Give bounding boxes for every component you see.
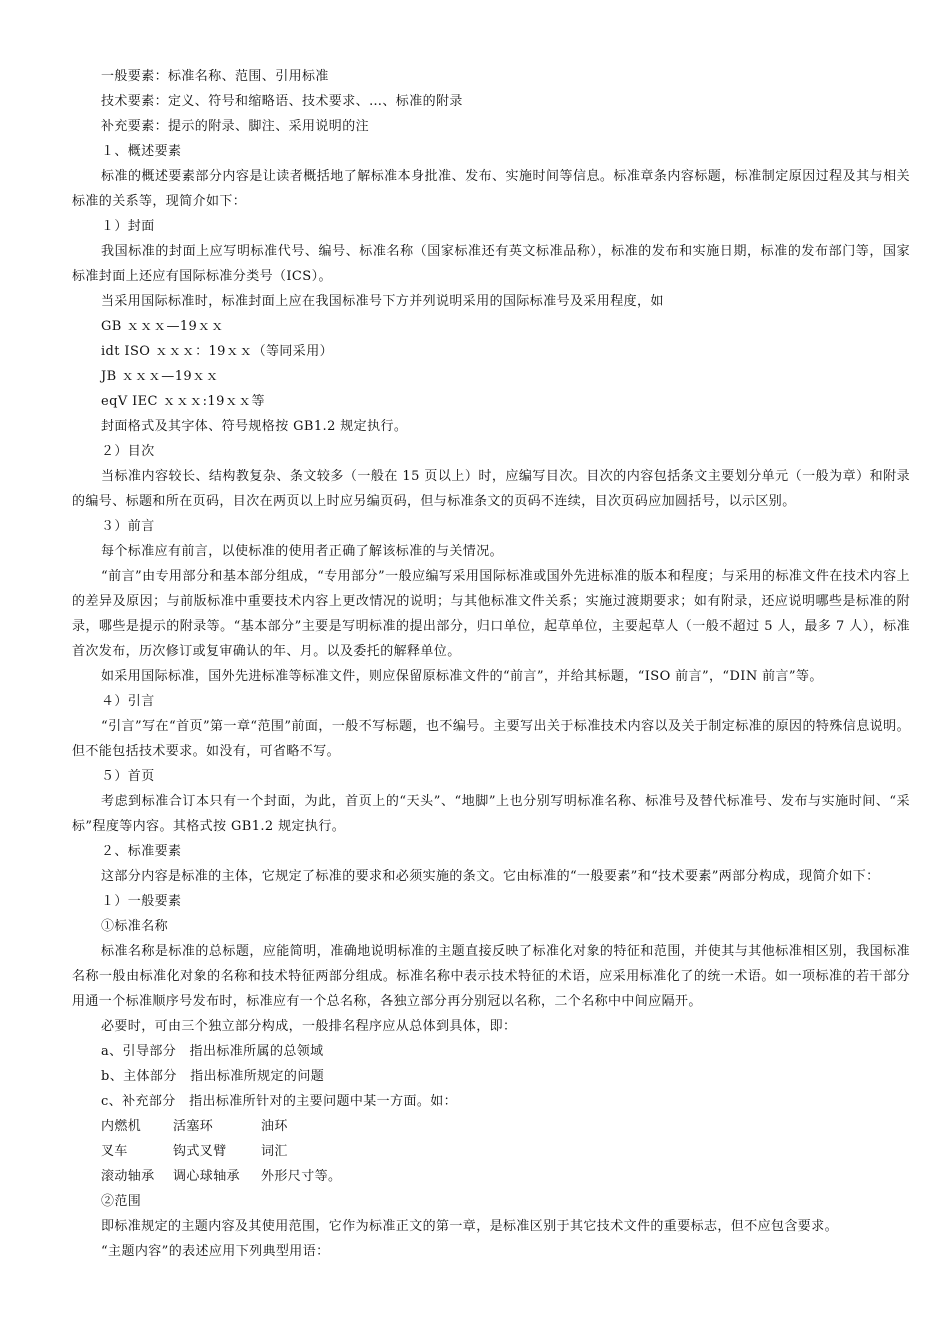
paragraph: 当采用国际标准时，标准封面上应在我国标准号下方并列说明采用的国际标准号及采用程度，如 <box>101 294 664 309</box>
subsection-heading: １）封面 <box>101 219 155 234</box>
example-cell: 内燃机 <box>101 1119 142 1134</box>
example-cell: 词汇 <box>261 1144 288 1159</box>
example-row <box>72 1114 910 1139</box>
example-cell: 活塞环 <box>173 1119 214 1134</box>
subsection-heading: ２）目次 <box>101 444 155 459</box>
paragraph: 封面格式及其字体、符号规格按 GB1.2 规定执行。 <box>101 419 408 434</box>
paragraph: 每个标准应有前言，以使标准的使用者正确了解该标准的与关情况。 <box>101 544 504 559</box>
subsection-heading: ４）引言 <box>101 694 155 709</box>
paragraph: “主题内容”的表述应用下列典型用语： <box>101 1244 330 1259</box>
example-cell: 钩式叉臂 <box>173 1144 227 1159</box>
paragraph: 这部分内容是标准的主体，它规定了标准的要求和必须实施的条文。它由标准的“一般要素”和“技术要素”两部分构成，现简介如下： <box>101 869 880 884</box>
subsection-heading: ３）前言 <box>101 519 155 534</box>
example-row <box>72 1164 910 1189</box>
example-line: JB ｘｘｘ—19ｘｘ <box>101 369 219 384</box>
text-line: 一般要素：标准名称、范围、引用标准 <box>101 69 329 84</box>
example-line: GB ｘｘｘ—19ｘｘ <box>101 319 225 334</box>
example-cell: 油环 <box>261 1119 288 1134</box>
subsection-heading: １）一般要素 <box>101 894 182 909</box>
paragraph: 必要时，可由三个独立部分构成，一般排名程序应从总体到具体，即： <box>101 1019 517 1034</box>
paragraph: 如采用国际标准，国外先进标准等标准文件，则应保留原标准文件的“前言”，并给其标题，“ISO 前言”，“DIN 前言”等。 <box>101 669 823 684</box>
example-cell: 调心球轴承 <box>173 1169 241 1184</box>
example-cell: 滚动轴承 <box>101 1169 155 1184</box>
item-heading: ②范围 <box>101 1194 142 1209</box>
paragraph: “前言”由专用部分和基本部分组成，“专用部分”一般应编写采用国际标准或国外先进标准的版本和程度；与采用的标准文件在技术内容上的差异及原因；与前版标准中重要技术内容上更改情况的说明；与其他标准文件关系；实施过渡期要求；如有附录，还应说明哪些是标准的附录，哪些是提示的附录等。“基本部分”主要是写明标准的提出部分，归口单位，起草单位，主要起草人（一般不超过 5 人，最多 7 人），标准首次发布，历次修订或复审确认的年、月。以及委托的解释单位。 <box>72 569 910 659</box>
example-row <box>72 1139 910 1164</box>
paragraph: 考虑到标准合订本只有一个封面，为此，首页上的“天头”、“地脚”上也分别写明标准名称、标准号及替代标准号、发布与实施时间、“采标”程度等内容。其格式按 GB1.2 规定执行。 <box>72 794 910 834</box>
paragraph: 我国标准的封面上应写明标准代号、编号、标准名称（国家标准还有英文标准品称），标准的发布和实施日期，标准的发布部门等，国家标准封面上还应有国际标准分类号（ICS）。 <box>72 244 910 284</box>
example-cell: 外形尺寸等。 <box>261 1169 342 1184</box>
example-line: idt ISO ｘｘｘ：19ｘｘ（等同采用） <box>101 344 334 359</box>
paragraph: “引言”写在“首页”第一章“范围”前面，一般不写标题，也不编号。主要写出关于标准技术内容以及关于制定标准的原因的特殊信息说明。但不能包括技术要求。如没有，可省略不写。 <box>72 719 910 759</box>
paragraph: 当标准内容较长、结构教复杂、条文较多（一般在 15 页以上）时，应编写目次。目次的内容包括条文主要划分单元（一般为章）和附录的编号、标题和所在页码，目次在两页以上时应另编页码，但与标准条文的页码不连续，目次页码应加圆括号，以示区别。 <box>72 469 910 509</box>
section-heading: ２、标准要素 <box>101 844 182 859</box>
list-item: c、补充部分 指出标准所针对的主要问题中某一方面。如： <box>101 1094 458 1109</box>
example-line: eqV IEC ｘｘｘ:19ｘｘ等 <box>101 394 265 409</box>
example-cell: 叉车 <box>101 1144 128 1159</box>
item-heading: ①标准名称 <box>101 919 169 934</box>
list-item: b、主体部分 指出标准所规定的问题 <box>101 1069 325 1084</box>
document-page <box>72 64 910 1264</box>
subsection-heading: ５）首页 <box>101 769 155 784</box>
text-line: 补充要素：提示的附录、脚注、采用说明的注 <box>101 119 370 134</box>
paragraph: 即标准规定的主题内容及其使用范围，它作为标准正文的第一章，是标准区别于其它技术文件的重要标志，但不应包含要求。 <box>101 1219 839 1234</box>
paragraph: 标准名称是标准的总标题，应能简明，准确地说明标准的主题直接反映了标准化对象的特征和范围，并使其与其他标准相区别，我国标准名称一般由标准化对象的名称和技术特征两部分组成。标准名称中表示技术特征的术语，应采用标准化了的统一术语。如一项标准的若干部分用通一个标准顺序号发布时，标准应有一个总名称，各独立部分再分别冠以名称，二个名称中中间应隔开。 <box>72 944 910 1009</box>
paragraph: 标准的概述要素部分内容是让读者概括地了解标准本身批准、发布、实施时间等信息。标准章条内容标题，标准制定原因过程及其与相关标准的关系等，现简介如下： <box>72 169 910 209</box>
section-heading: １、概述要素 <box>101 144 182 159</box>
text-line: 技术要素：定义、符号和缩略语、技术要求、…、标准的附录 <box>101 94 463 109</box>
list-item: a、引导部分 指出标准所属的总领域 <box>101 1044 324 1059</box>
